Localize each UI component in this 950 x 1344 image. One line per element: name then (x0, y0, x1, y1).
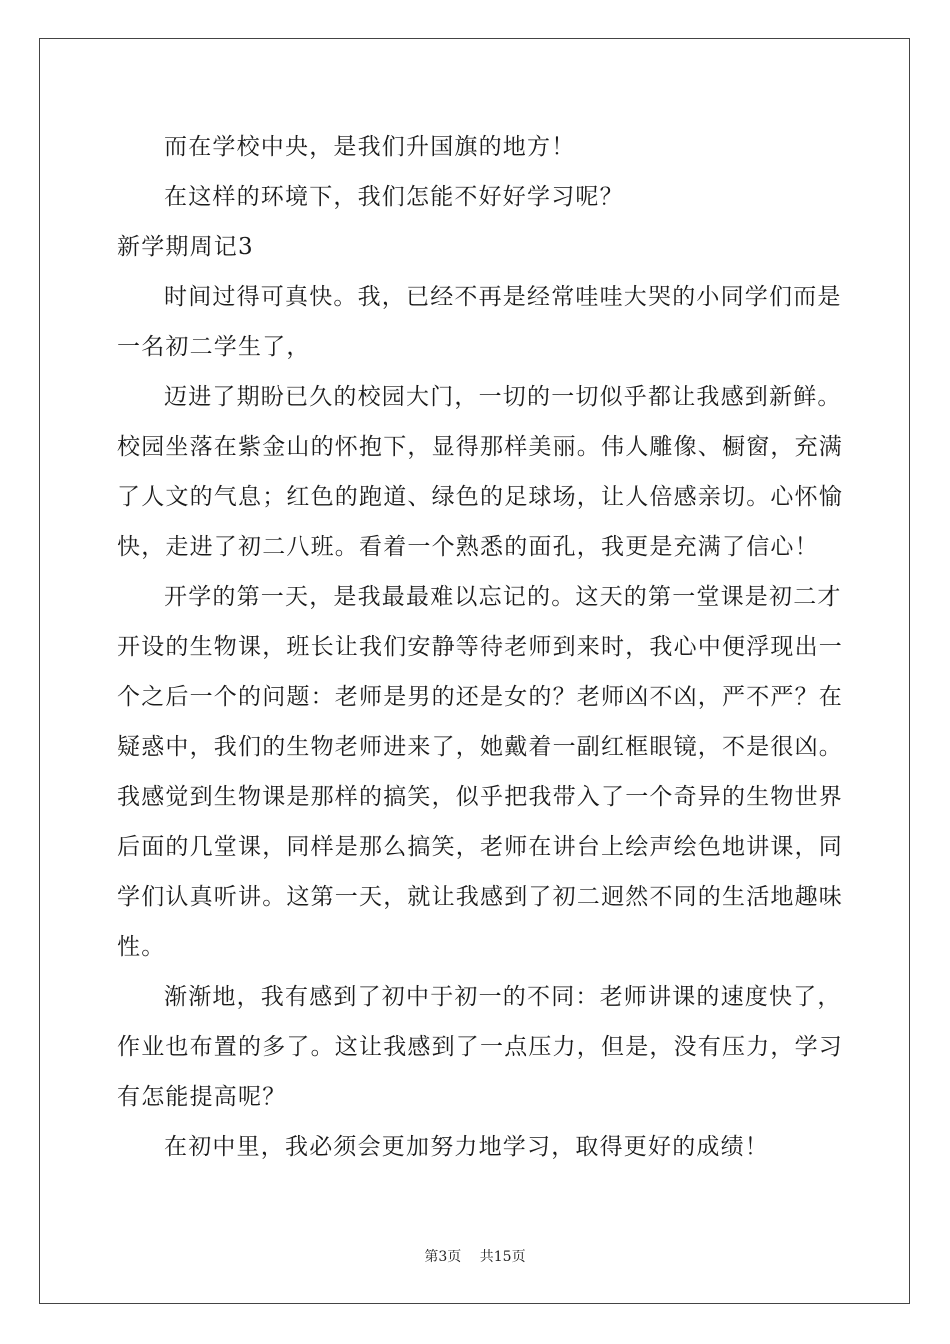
text-line: 快，走进了初二八班。看着一个熟悉的面孔，我更是充满了信心！ (117, 534, 819, 560)
text-line: 学们认真听讲。这第一天，就让我感到了初二迥然不同的生活地趣味 (117, 884, 843, 910)
text-line: 开学的第一天，是我最最难以忘记的。这天的第一堂课是初二才 (164, 584, 842, 610)
text-line: 有怎能提高呢？ (117, 1084, 287, 1110)
text-line: 性。 (117, 934, 166, 960)
text-line: 后面的几堂课，同样是那么搞笑，老师在讲台上绘声绘色地讲课，同 (117, 834, 843, 860)
section-heading: 新学期周记3 (117, 234, 254, 260)
text-line: 而在学校中央，是我们升国旗的地方！ (164, 134, 576, 160)
page-total: 共15页 (479, 1249, 526, 1265)
text-line: 在初中里，我必须会更加努力地学习，取得更好的成绩！ (164, 1134, 769, 1160)
text-line: 我感觉到生物课是那样的搞笑，似乎把我带入了一个奇异的生物世界 (117, 784, 843, 810)
page-footer (0, 1246, 950, 1266)
page-number: 第3页 (424, 1249, 462, 1265)
text-line: 校园坐落在紫金山的怀抱下，显得那样美丽。伟人雕像、橱窗，充满 (117, 434, 843, 460)
text-line: 渐渐地，我有感到了初中于初一的不同：老师讲课的速度快了， (164, 984, 842, 1010)
text-line: 疑惑中，我们的生物老师进来了，她戴着一副红框眼镜，不是很凶。 (117, 734, 843, 760)
document-body (117, 122, 843, 1172)
text-line: 个之后一个的问题：老师是男的还是女的？老师凶不凶，严不严？在 (117, 684, 843, 710)
text-line: 了人文的气息；红色的跑道、绿色的足球场，让人倍感亲切。心怀愉 (117, 484, 843, 510)
text-line: 作业也布置的多了。这让我感到了一点压力，但是，没有压力，学习 (117, 1034, 843, 1060)
text-line: 一名初二学生了， (117, 334, 311, 360)
text-line: 开设的生物课，班长让我们安静等待老师到来时，我心中便浮现出一 (117, 634, 843, 660)
text-line: 时间过得可真快。我，已经不再是经常哇哇大哭的小同学们而是 (164, 284, 842, 310)
text-line: 在这样的环境下，我们怎能不好好学习呢？ (164, 184, 624, 210)
text-line: 迈进了期盼已久的校园大门，一切的一切似乎都让我感到新鲜。 (164, 384, 842, 410)
